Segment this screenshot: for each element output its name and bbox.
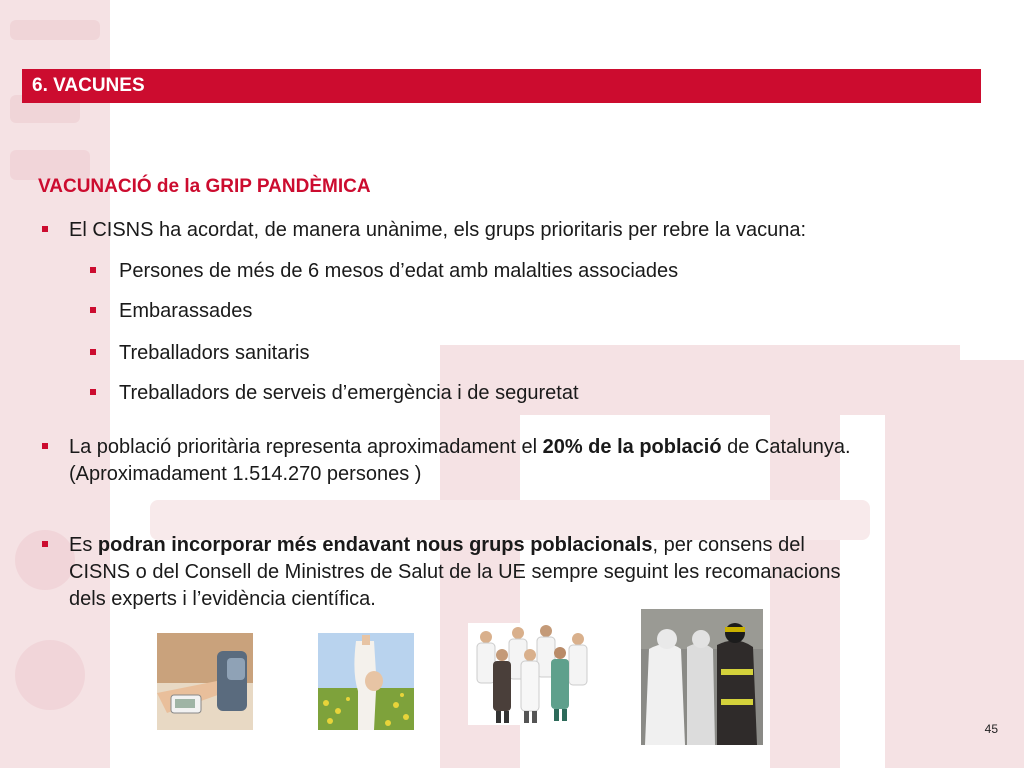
bullet-text-line2: (Aproximadament 1.514.270 persones ) bbox=[69, 463, 422, 485]
bullet-text-line3: dels experts i l’evidència científica. bbox=[69, 588, 376, 610]
bullet-square-icon bbox=[90, 307, 96, 313]
bullet-square-icon bbox=[42, 226, 48, 232]
bullet-square-icon bbox=[90, 389, 96, 395]
pregnant-woman-photo bbox=[318, 633, 414, 730]
sub-bullet-text: Embarassades bbox=[119, 300, 253, 322]
bullet-square-icon bbox=[90, 349, 96, 355]
section-title: VACUNACIÓ de la GRIP PANDÈMICA bbox=[38, 176, 371, 197]
sub-bullet-text: Persones de més de 6 mesos d’edat amb malalties associades bbox=[119, 260, 679, 282]
section-header-bar bbox=[22, 69, 981, 103]
bullet-square-icon bbox=[42, 443, 48, 449]
bullet-text: Es podran incorporar més endavant nous grups poblacionals, per consens del bbox=[69, 534, 805, 556]
emergency-workers-photo bbox=[641, 609, 763, 745]
bullet-square-icon bbox=[90, 267, 96, 273]
highlight-text: podran incorporar més endavant nous grups poblacionals bbox=[97, 534, 653, 556]
health-workers-photo bbox=[468, 623, 594, 725]
blood-pressure-photo bbox=[157, 633, 253, 730]
sub-bullet-text: Treballadors sanitaris bbox=[119, 342, 310, 364]
bullet-text-line2: CISNS o del Consell de Ministres de Salut de la UE sempre seguint les recomanacions bbox=[69, 561, 841, 583]
bullet-text: La població prioritària representa aproximadament el 20% de la població de Catalunya. bbox=[69, 436, 851, 458]
slide-number: 45 bbox=[984, 722, 998, 736]
section-header-title: 6. VACUNES bbox=[32, 75, 145, 96]
sub-bullet-text: Treballadors de serveis d’emergència i de seguretat bbox=[119, 382, 579, 404]
highlight-text: 20% de la població bbox=[542, 436, 722, 458]
bullet-square-icon bbox=[42, 541, 48, 547]
bullet-text: El CISNS ha acordat, de manera unànime, els grups prioritaris per rebre la vacuna: bbox=[69, 219, 807, 241]
